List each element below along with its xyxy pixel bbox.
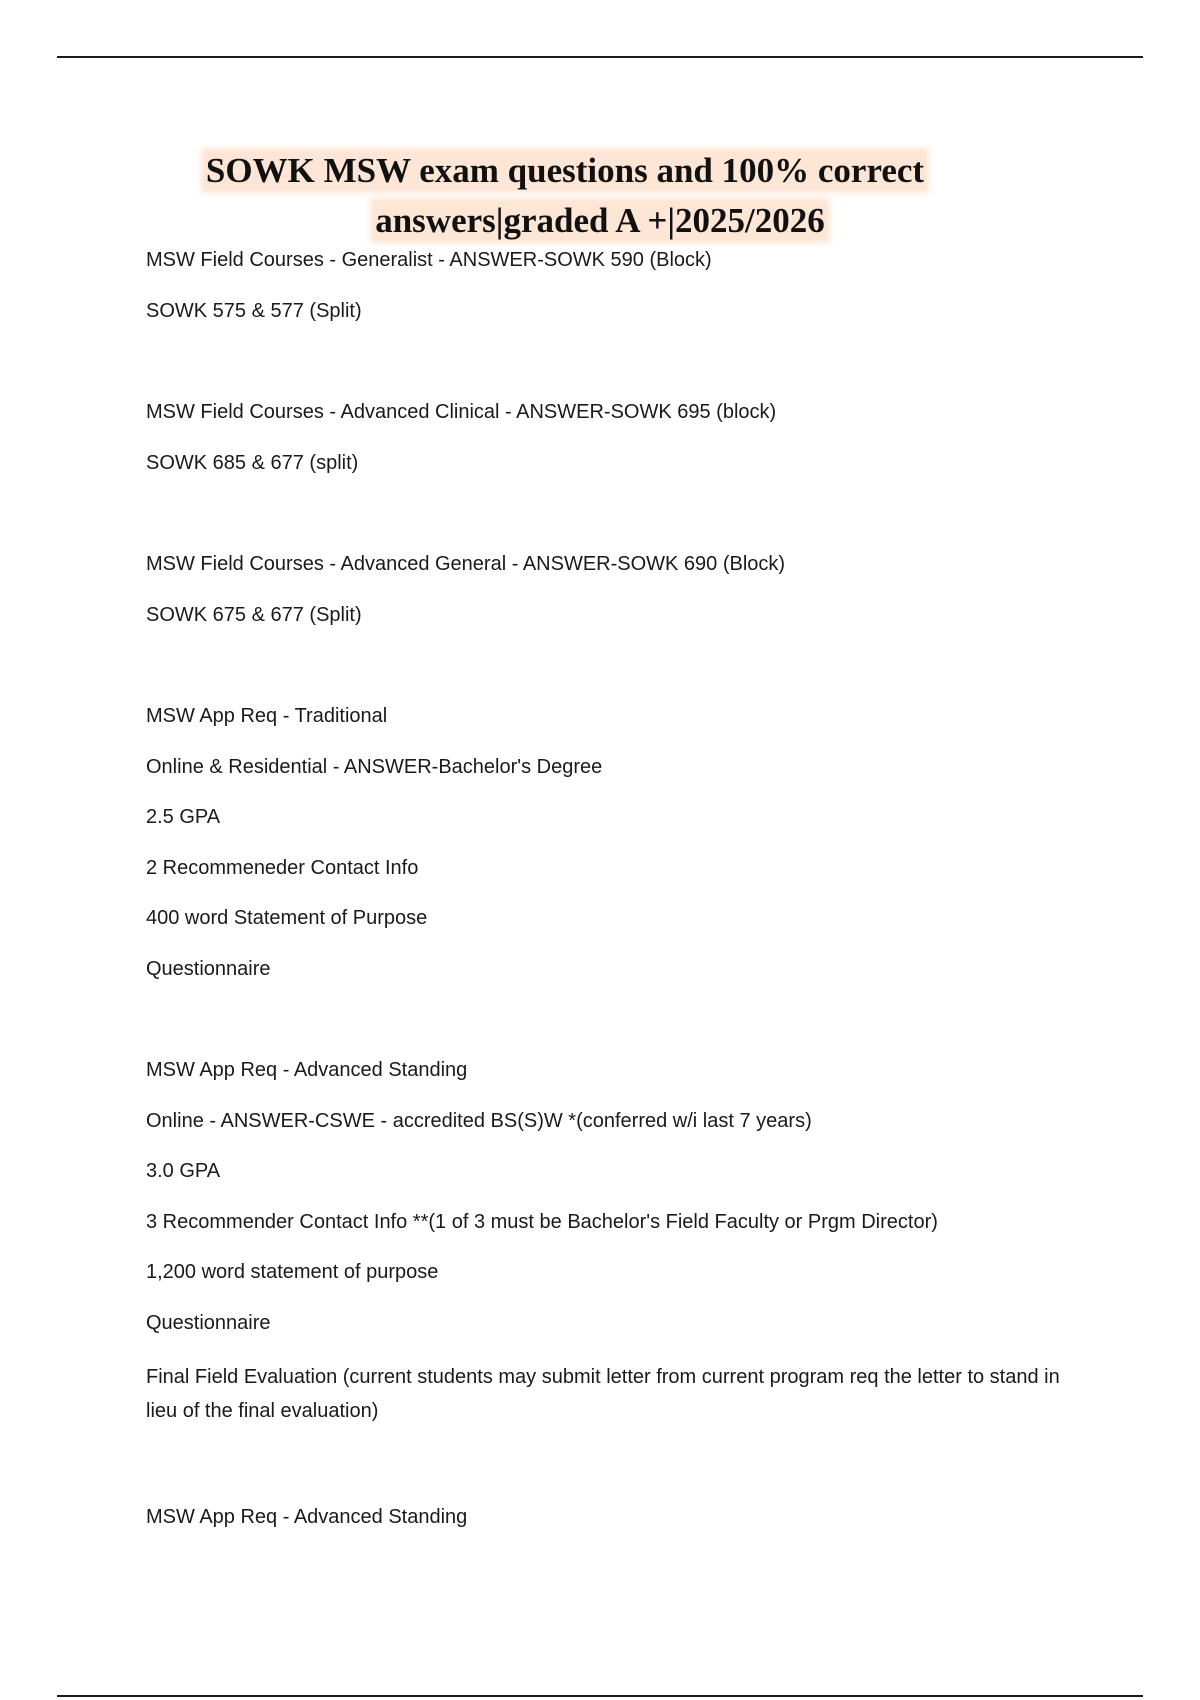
answer-line: 1,200 word statement of purpose	[146, 1261, 439, 1283]
spacer	[146, 348, 1066, 399]
qa-app-advanced-question: MSW App Req - Advanced Standing	[146, 1059, 468, 1081]
answer-line: Questionnaire	[146, 1311, 271, 1334]
bottom-divider	[57, 1695, 1143, 1697]
title-line-2: answers|graded A +|2025/2026	[375, 201, 825, 240]
spacer	[146, 500, 1066, 551]
document-title	[150, 146, 1050, 246]
title-line-1: SOWK MSW exam questions and 100% correct	[205, 151, 925, 190]
spacer	[146, 1453, 1066, 1504]
answer-line: 400 word Statement of Purpose	[146, 907, 428, 929]
spacer	[146, 652, 1066, 703]
qa-app-traditional-answer: Online & Residential - ANSWER-Bachelor's Degree	[146, 755, 603, 778]
qa-field-generalist-question: MSW Field Courses - Generalist - ANSWER-SOWK 590 (Block)	[146, 249, 712, 271]
answer-line: Questionnaire	[146, 957, 271, 980]
answer-line: 2.5 GPA	[146, 806, 221, 828]
answer-line: Final Field Evaluation (current students may submit letter from current program req the letter to stand in lieu of the final evaluation)	[146, 1366, 1060, 1422]
answer-line: 2 Recommeneder Contact Info	[146, 856, 419, 879]
qa-field-adv-clinical-answer: SOWK 685 & 677 (split)	[146, 451, 359, 474]
qa-field-adv-general-answer: SOWK 675 & 677 (Split)	[146, 603, 362, 626]
top-divider	[57, 56, 1143, 58]
answer-line: 3 Recommender Contact Info **(1 of 3 must be Bachelor's Field Faculty or Prgm Director)	[146, 1210, 938, 1233]
qa-app-advanced-question-2: MSW App Req - Advanced Standing	[146, 1505, 468, 1528]
qa-app-traditional-question: MSW App Req - Traditional	[146, 705, 388, 727]
qa-field-generalist-answer: SOWK 575 & 577 (Split)	[146, 299, 362, 322]
document-body	[146, 247, 1066, 1554]
qa-field-adv-clinical-question: MSW Field Courses - Advanced Clinical - ANSWER-SOWK 695 (block)	[146, 401, 777, 423]
qa-field-adv-general-question: MSW Field Courses - Advanced General - ANSWER-SOWK 690 (Block)	[146, 553, 786, 575]
answer-line: 3.0 GPA	[146, 1160, 221, 1182]
qa-app-advanced-answer: Online - ANSWER-CSWE - accredited BS(S)W *(conferred w/i last 7 years)	[146, 1109, 812, 1132]
spacer	[146, 1006, 1066, 1057]
